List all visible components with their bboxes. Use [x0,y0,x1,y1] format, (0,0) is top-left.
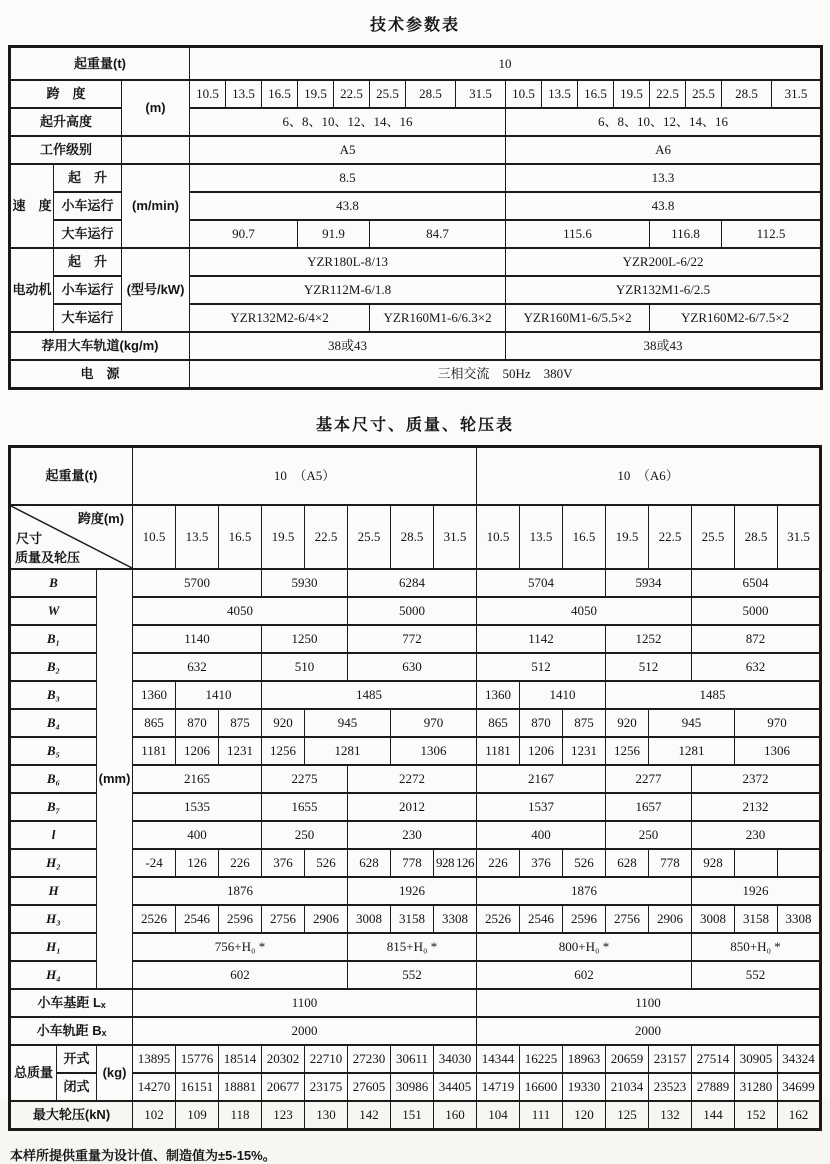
cell: 512 [477,653,606,681]
cell: 13895 [133,1045,176,1073]
cell: 10 [190,47,822,81]
cell: 25.5 [692,505,735,569]
speed-group-label: 速 度 [10,164,54,248]
cell: 875 [563,709,606,737]
cell: 2012 [348,793,477,821]
duty-label: 工作级别 [10,136,122,164]
cell: 2132 [692,793,821,821]
cell: 3158 [391,905,434,933]
cell: YZR132M2-6/4×2 [190,304,370,332]
cell: 16225 [520,1045,563,1073]
cell: 850+H₀ * [692,933,821,961]
cell: 928 [692,849,735,877]
cell: 16600 [520,1073,563,1101]
cell: 1306 [391,737,477,765]
cell: 5930 [262,569,348,597]
cell: 28.5 [391,505,434,569]
cell: 226 [219,849,262,877]
cell: 1876 [477,877,692,905]
cell: 21034 [606,1073,649,1101]
row-label-b6: B₆ [10,765,97,793]
motor-group-label: 电动机 [10,248,54,332]
cell: 945 [305,709,391,737]
cell: 142 [348,1101,391,1130]
cell: 27230 [348,1045,391,1073]
cell: 6、8、10、12、14、16 [506,108,822,136]
cell: 2756 [262,905,305,933]
cell: 1360 [133,681,176,709]
cell: 16.5 [563,505,606,569]
rail-label: 荐用大车轨道(kg/m) [10,332,190,360]
cell: 1926 [692,877,821,905]
cell: 2596 [219,905,262,933]
cell: 875 [219,709,262,737]
cell: 928 [436,855,455,871]
cell: 1876 [133,877,348,905]
cell: 800+H₀ * [477,933,692,961]
hoist-label: 起 升 [54,164,122,192]
cell: 628 [348,849,391,877]
cell: 226 [477,849,520,877]
row-column-header [10,505,821,569]
row-trolley-wheelbase [10,989,821,1017]
row-label-h: H [10,877,97,905]
dimensions-mass-wheel-load-table [8,445,822,1131]
cell: 43.8 [190,192,506,220]
cell: YZR132M1-6/2.5 [506,276,822,304]
motor-unit: (型号/kW) [122,248,190,332]
cell: 3158 [735,905,778,933]
cell: 1252 [606,625,692,653]
cell: 4050 [477,597,692,625]
cell: 31.5 [434,505,477,569]
cell: 3308 [434,905,477,933]
cell: 920 [606,709,649,737]
kg-unit: (kg) [97,1045,133,1101]
cell: 602 [477,961,692,989]
cell: 815+H₀ * [348,933,477,961]
cell: 2275 [262,765,348,793]
cell: 2000 [133,1017,477,1045]
cell: 632 [692,653,821,681]
cell: 16.5 [219,505,262,569]
cell: 1657 [606,793,692,821]
cell: 19330 [563,1073,606,1101]
cell: 28.5 [406,80,456,108]
cell: 34405 [434,1073,477,1101]
speed-unit: (m/min) [122,164,190,248]
cell: 10.5 [477,505,520,569]
cell: 91.9 [298,220,370,248]
cell: 27889 [692,1073,735,1101]
cell: 25.5 [686,80,722,108]
diagonal-header-cell [10,505,133,569]
cell: 872 [692,625,821,653]
cell: 510 [262,653,348,681]
cell: 102 [133,1101,176,1130]
cell: 865 [477,709,520,737]
capacity-label: 起重量(t) [10,47,190,81]
technical-parameters-table [8,45,823,390]
cell: 15776 [176,1045,219,1073]
cell: 16151 [176,1073,219,1101]
row-label-b5: B₅ [10,737,97,765]
cell: YZR160M1-6/6.3×2 [370,304,506,332]
cell: 19.5 [262,505,305,569]
cell: 27605 [348,1073,391,1101]
row-capacity [10,47,822,81]
cell: 1535 [133,793,262,821]
cell: 25.5 [370,80,406,108]
cell: 23175 [305,1073,348,1101]
cell: 109 [176,1101,219,1130]
row-label-b7: B₇ [10,793,97,821]
cell: 1655 [262,793,348,821]
cell: 3008 [692,905,735,933]
cell: 1140 [133,625,262,653]
cell: 2546 [520,905,563,933]
closed-type-label: 闭式 [57,1073,97,1101]
cell: 125 [606,1101,649,1130]
cell: 778 [391,849,434,877]
h2-crowded-cell [434,849,477,877]
cell: 376 [262,849,305,877]
cell: 526 [305,849,348,877]
cell: 13.5 [520,505,563,569]
crane-label: 大车运行 [54,220,122,248]
cell: 920 [262,709,305,737]
cell: 三相交流 50Hz 380V [190,360,822,389]
cell: 13.3 [506,164,822,192]
row-label-lx: 小车基距 Lₓ [10,989,133,1017]
cell: 144 [692,1101,735,1130]
corner-size-label: 尺寸 [16,531,43,546]
capacity-label: 起重量(t) [10,447,133,506]
row-label-b: B [10,569,97,597]
cell: YZR180L-8/13 [190,248,506,276]
cell: 116.8 [650,220,722,248]
cell: 22710 [305,1045,348,1073]
cell: 970 [735,709,821,737]
open-type-label: 开式 [57,1045,97,1073]
cell: YZR112M-6/1.8 [190,276,506,304]
cell: 1100 [477,989,821,1017]
cell: 5000 [348,597,477,625]
cell: 31280 [735,1073,778,1101]
cell: 5700 [133,569,262,597]
cell: 10 （A6） [477,447,821,506]
empty-unit-cell [122,136,190,164]
span-unit: (m) [122,80,190,136]
cell: 2906 [305,905,348,933]
row-label-h2: H₂ [10,849,97,877]
cell: 13.5 [542,80,578,108]
cell: 126 [456,855,475,871]
row-capacity2 [10,447,821,506]
cell: 23157 [649,1045,692,1073]
cell: 5000 [692,597,821,625]
cell: 1256 [262,737,305,765]
cell: 870 [176,709,219,737]
cell: 230 [692,821,821,849]
cell: 1485 [606,681,821,709]
cell: 1181 [477,737,520,765]
cell: 10.5 [133,505,176,569]
cell: 1281 [649,737,735,765]
cell: 865 [133,709,176,737]
row-label-w: W [10,597,97,625]
cell: 230 [348,821,477,849]
cell: A6 [506,136,822,164]
cell: 1410 [176,681,262,709]
cell: 1485 [262,681,477,709]
cell: 1206 [176,737,219,765]
cell: 2596 [563,905,606,933]
row-duty-class [10,136,822,164]
empty-cell [735,849,778,877]
cell: 18514 [219,1045,262,1073]
cell: 2272 [348,765,477,793]
cell: 90.7 [190,220,298,248]
row-speed-hoist [10,164,822,192]
row-rail [10,332,822,360]
cell: 1360 [477,681,520,709]
cell: 870 [520,709,563,737]
cell: 118 [219,1101,262,1130]
mm-unit: (mm) [97,569,133,989]
cell: 162 [778,1101,821,1130]
cell: 772 [348,625,477,653]
cell: 3308 [778,905,821,933]
cell: 8.5 [190,164,506,192]
cell: 22.5 [650,80,686,108]
cell: 160 [434,1101,477,1130]
hoist-label: 起 升 [54,248,122,276]
cell: 14719 [477,1073,520,1101]
cell: 3008 [348,905,391,933]
row-label-h3: H₃ [10,905,97,933]
cell: 1142 [477,625,606,653]
cell: 126 [176,849,219,877]
cell: 31.5 [772,80,822,108]
corner-mass-label: 质量及轮压 [15,550,81,566]
cell: 16.5 [262,80,298,108]
trolley-label: 小车运行 [54,192,122,220]
cell: 31.5 [456,80,506,108]
row-label-h1: H₁ [10,933,97,961]
cell: 27514 [692,1045,735,1073]
cell: 14344 [477,1045,520,1073]
cell: 22.5 [649,505,692,569]
lift-height-label: 起升高度 [10,108,122,136]
row-motor-hoist [10,248,822,276]
row-label-l: l [10,821,97,849]
cell: 2000 [477,1017,821,1045]
cell: 1100 [133,989,477,1017]
cell: YZR200L-6/22 [506,248,822,276]
crane-label: 大车运行 [54,304,122,332]
cell: 23523 [649,1073,692,1101]
cell: 10 （A5） [133,447,477,506]
cell: 38或43 [190,332,506,360]
footnote: 本样所提供重量为设计值、制造值为±5-15%。 [10,1148,276,1163]
cell: 6504 [692,569,821,597]
cell: 20659 [606,1045,649,1073]
cell: 250 [262,821,348,849]
cell: 18881 [219,1073,262,1101]
cell: 18963 [563,1045,606,1073]
cell: 13.5 [226,80,262,108]
cell: 111 [520,1101,563,1130]
cell: 1231 [563,737,606,765]
cell: 14270 [133,1073,176,1101]
cell: 945 [649,709,735,737]
row-label-h4: H₄ [10,961,97,989]
cell: 628 [606,849,649,877]
cell: 20677 [262,1073,305,1101]
cell: 152 [735,1101,778,1130]
cell: 630 [348,653,477,681]
cell: 13.5 [176,505,219,569]
span-label: 跨 度 [10,80,122,108]
cell: 30905 [735,1045,778,1073]
row-trolley-gauge [10,1017,821,1045]
cell: 526 [563,849,606,877]
row-b [10,569,821,597]
cell: 30986 [391,1073,434,1101]
cell: 970 [391,709,477,737]
cell: 1206 [520,737,563,765]
cell: 28.5 [735,505,778,569]
cell: 5704 [477,569,606,597]
cell: 2167 [477,765,606,793]
cell: 1926 [348,877,477,905]
trolley-label: 小车运行 [54,276,122,304]
cell: 6284 [348,569,477,597]
cell: 84.7 [370,220,506,248]
row-power [10,360,822,389]
cell: 120 [563,1101,606,1130]
cell: YZR160M1-6/5.5×2 [506,304,650,332]
cell: 43.8 [506,192,822,220]
total-mass-label: 总质量 [10,1045,57,1101]
empty-cell [778,849,821,877]
cell: 1281 [305,737,391,765]
cell: 1231 [219,737,262,765]
cell: 1181 [133,737,176,765]
cell: 16.5 [578,80,614,108]
cell: 123 [262,1101,305,1130]
cell: 632 [133,653,262,681]
cell: 1256 [606,737,649,765]
cell: 552 [692,961,821,989]
cell: 2277 [606,765,692,793]
cell: 19.5 [614,80,650,108]
cell: 2526 [133,905,176,933]
cell: -24 [133,849,176,877]
corner-span-label: 跨度(m) [77,511,125,526]
cell: 34324 [778,1045,821,1073]
cell: 512 [606,653,692,681]
cell: 2756 [606,905,649,933]
cell: 28.5 [722,80,772,108]
row-label-bx: 小车轨距 Bₓ [10,1017,133,1045]
cell: 376 [520,849,563,877]
cell: 4050 [133,597,348,625]
cell: 1410 [520,681,606,709]
power-label: 电 源 [10,360,190,389]
cell: 6、8、10、12、14、16 [190,108,506,136]
row-max-wheel-load [10,1101,821,1130]
cell: 10.5 [506,80,542,108]
cell: 1537 [477,793,606,821]
cell: 1306 [735,737,821,765]
cell: 250 [606,821,692,849]
row-label-b3: B₃ [10,681,97,709]
cell: 2165 [133,765,262,793]
cell: 756+H₀ * [133,933,348,961]
cell: 2906 [649,905,692,933]
cell: 602 [133,961,348,989]
page-title: 技术参数表 [369,17,460,34]
cell: 130 [305,1101,348,1130]
cell: 19.5 [298,80,334,108]
cell: 31.5 [778,505,821,569]
cell: 19.5 [606,505,649,569]
h2-split [435,856,475,870]
cell: 115.6 [506,220,650,248]
cell: 1250 [262,625,348,653]
cell: 400 [477,821,606,849]
row-span [10,80,822,108]
row-label-b1: B₁ [10,625,97,653]
cell: 2526 [477,905,520,933]
cell: 112.5 [722,220,822,248]
cell: 5934 [606,569,692,597]
cell: 151 [391,1101,434,1130]
cell: 30611 [391,1045,434,1073]
cell: YZR160M2-6/7.5×2 [650,304,822,332]
cell: 2546 [176,905,219,933]
cell: 25.5 [348,505,391,569]
row-total-mass-open [10,1045,821,1073]
row-label-b2: B₂ [10,653,97,681]
cell: 552 [348,961,477,989]
cell: 38或43 [506,332,822,360]
wheel-load-label: 最大轮压(kN) [10,1101,133,1130]
cell: 34699 [778,1073,821,1101]
cell: A5 [190,136,506,164]
cell: 2372 [692,765,821,793]
cell: 104 [477,1101,520,1130]
cell: 34030 [434,1045,477,1073]
cell: 132 [649,1101,692,1130]
cell: 20302 [262,1045,305,1073]
cell: 400 [133,821,262,849]
cell: 778 [649,849,692,877]
cell: 10.5 [190,80,226,108]
cell: 22.5 [334,80,370,108]
table2-title: 基本尺寸、质量、轮压表 [315,417,514,434]
cell: 22.5 [305,505,348,569]
row-label-b4: B₄ [10,709,97,737]
